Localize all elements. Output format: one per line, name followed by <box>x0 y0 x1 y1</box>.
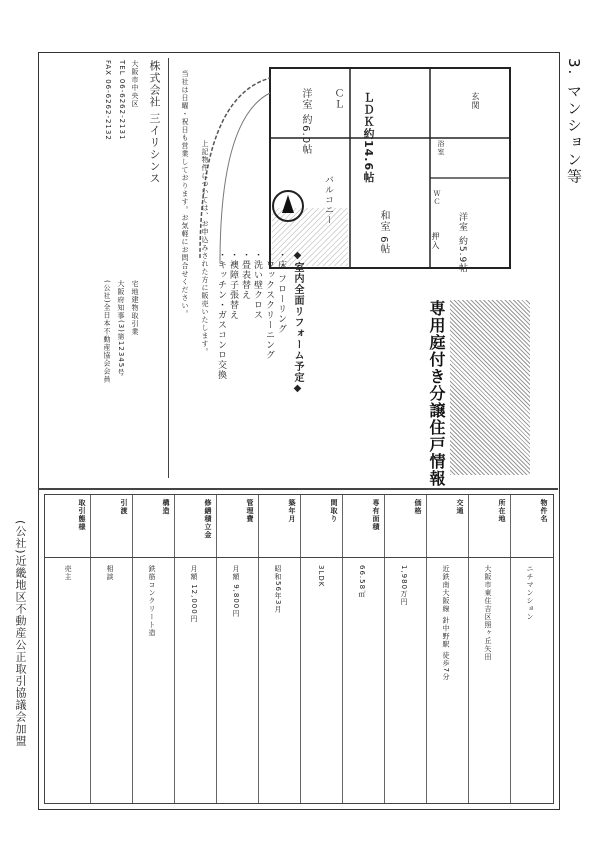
room-label-bed-center: 和室 6帖 <box>378 210 389 255</box>
compass-icon <box>272 190 304 222</box>
section-title: 3. マンション等 <box>565 58 583 186</box>
room-label-bed-left: 洋室 約6.0帖 <box>300 88 311 156</box>
room-label-balcony: バルコニー <box>323 175 333 225</box>
license-line: 宅地建物取引業 <box>131 280 139 336</box>
room-label-wc: ＷＣ <box>433 190 441 206</box>
reform-item: ・畳表替え <box>240 250 250 300</box>
row-label: 価格 <box>414 499 422 515</box>
row-label: 所在地 <box>498 499 506 523</box>
note-bottom: 当社は日曜・祝日も営業しております。お気軽にお問合せください。 <box>181 70 189 318</box>
table-row <box>258 495 301 803</box>
license-line: (公社)全日本不動産協会会員 <box>103 280 111 384</box>
table-row <box>426 495 469 803</box>
row-label: 構造 <box>162 499 170 515</box>
row-value: 大阪市東住吉区照ヶ丘矢田 <box>484 565 492 661</box>
label-separator <box>45 557 553 558</box>
license-info <box>84 280 140 470</box>
table-row <box>510 495 553 803</box>
company-name: 株式会社 三イリシンス <box>148 60 161 185</box>
room-label-cl: ＣＬ <box>332 88 343 110</box>
reform-list <box>218 250 288 450</box>
table-row <box>45 495 91 803</box>
table-row <box>468 495 511 803</box>
row-label: 間取り <box>330 499 338 523</box>
row-value: 相談 <box>106 565 114 581</box>
table-row <box>132 495 175 803</box>
table-row <box>90 495 133 803</box>
license-line: 大阪府知事(3)第12345号 <box>117 280 125 377</box>
company-info <box>84 60 140 260</box>
row-label: 引渡 <box>120 499 128 515</box>
flyer-headline: 専用庭付き分譲住戸情報 <box>427 300 446 487</box>
divider-horizontal <box>38 488 558 490</box>
row-value: 66.58㎡ <box>358 565 366 599</box>
row-label: 取引態様 <box>78 499 86 531</box>
room-label-entrance: 玄関 <box>471 92 480 110</box>
row-label: 管理費 <box>246 499 254 523</box>
room-label-oshiire: 押入 <box>431 232 440 250</box>
row-value: 鉄筋コンクリート造 <box>148 565 156 637</box>
reform-item: ・床 フローリング <box>276 250 286 334</box>
row-value: 売主 <box>64 565 72 581</box>
row-label: 修繕積立金 <box>204 499 212 539</box>
room-label-bed-right: 洋室 約5.9帖 <box>457 212 467 274</box>
reform-header: ◆室内全面リフォーム予定◆ <box>292 250 303 395</box>
table-row <box>384 495 427 803</box>
table-row <box>300 495 343 803</box>
room-label-ldk: ＬＤＫ約14.6帖 <box>362 92 375 184</box>
company-line: TEL 06-6262-2131 <box>118 60 126 141</box>
row-label: 築年月 <box>288 499 296 523</box>
spec-table <box>44 494 554 804</box>
row-label: 交通 <box>456 499 464 515</box>
company-line: 大阪市中央区 <box>131 60 139 108</box>
table-row <box>216 495 259 803</box>
note-left: 上記物件については、お申込みされた方に販売いたします。 <box>201 140 209 356</box>
reform-item: ・洗い壁クロス <box>252 250 262 320</box>
room-label-bath: 浴室 <box>437 140 445 156</box>
reform-item: ・襖障子張替え <box>228 250 238 320</box>
footer-text: (公社)近畿地区不動産公正取引協議会加盟 <box>14 520 27 747</box>
property-photo <box>450 300 530 475</box>
row-value: 月額 12,000円 <box>190 565 198 623</box>
row-value: 月額 9,800円 <box>232 565 240 618</box>
company-line: FAX 06-6262-2132 <box>104 60 112 141</box>
row-value: ニチマンション <box>526 565 534 621</box>
row-label: 専有面積 <box>372 499 380 531</box>
row-value: 1,980万円 <box>400 565 408 607</box>
row-value: 3LDK <box>317 565 325 588</box>
row-value: 近鉄南大阪線 針中野駅 徒歩7分 <box>442 565 450 681</box>
row-label: 物件名 <box>540 499 548 523</box>
company-divider <box>168 58 169 478</box>
reform-item: ・キッチン・ガスコンロ交換 <box>216 250 226 380</box>
table-row <box>174 495 217 803</box>
row-value: 昭和56年3月 <box>274 565 282 614</box>
table-row <box>342 495 385 803</box>
reform-item: ・ワックスクリーニング <box>264 250 274 360</box>
